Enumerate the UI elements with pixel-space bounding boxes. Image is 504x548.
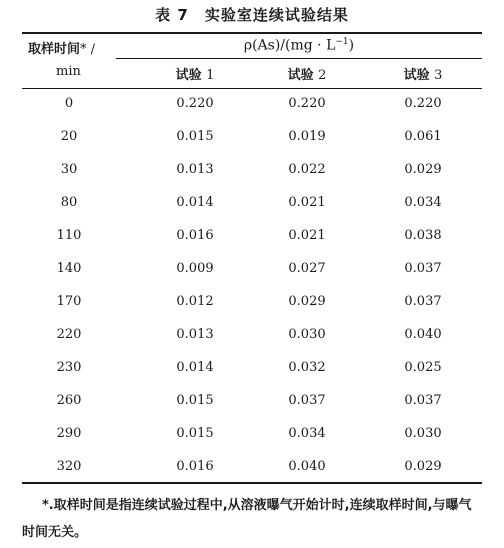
trial-2-header — [262, 64, 352, 83]
trial-3-cell: 0.220 — [404, 96, 442, 111]
trial-3-cell: 0.025 — [404, 360, 442, 375]
trial-1-cell: 0.013 — [176, 327, 214, 342]
time-cell: 260 — [56, 393, 82, 408]
trial-3-cell: 0.037 — [404, 393, 442, 408]
trial-2-cell: 0.030 — [288, 327, 326, 342]
trial-2-cell: 0.220 — [288, 96, 326, 111]
trial-2-cell: 0.019 — [288, 129, 326, 144]
trial-2-cell: 0.022 — [288, 162, 326, 177]
time-cell: 30 — [60, 162, 78, 177]
trial-1-cell: 0.009 — [176, 261, 214, 276]
bottom-rule — [22, 482, 482, 484]
trial-1-cell: 0.016 — [176, 228, 214, 243]
trial-1-cell: 0.015 — [176, 129, 214, 144]
trial-3-cell: 0.037 — [404, 261, 442, 276]
trial-word: 试验 — [175, 68, 202, 83]
time-header-mark: * / — [80, 42, 96, 57]
time-cell: 170 — [56, 294, 82, 309]
trial-3-cell: 0.029 — [404, 459, 442, 474]
trial-3-cell: 0.037 — [404, 294, 442, 309]
trial-1-cell: 0.013 — [176, 162, 214, 177]
trial-3-cell: 0.038 — [404, 228, 442, 243]
table-caption: 表 7 实验室连续试验结果 — [155, 6, 349, 24]
time-header-label: 取样时间 — [28, 42, 81, 57]
table-row — [22, 418, 482, 451]
trial-3-cell: 0.040 — [404, 327, 442, 342]
time-cell: 290 — [56, 426, 82, 441]
trial-word: 试验 — [287, 68, 314, 83]
time-cell: 320 — [56, 459, 82, 474]
table-row — [22, 352, 482, 385]
trial-2-cell: 0.021 — [288, 228, 326, 243]
trial-3-header — [378, 64, 468, 83]
table-row — [22, 319, 482, 352]
trial-1-cell: 0.014 — [176, 195, 214, 210]
time-cell: 0 — [64, 96, 74, 111]
trial-word: 试验 — [403, 68, 430, 83]
trial-3-cell: 0.061 — [404, 129, 442, 144]
table-row — [22, 253, 482, 286]
trial-2-cell: 0.037 — [288, 393, 326, 408]
trial-number: 2 — [318, 68, 327, 83]
trial-2-cell: 0.032 — [288, 360, 326, 375]
time-header — [28, 38, 95, 57]
table-body — [22, 88, 482, 484]
time-cell: 230 — [56, 360, 82, 375]
trial-2-cell: 0.027 — [288, 261, 326, 276]
table-row — [22, 220, 482, 253]
trial-3-cell: 0.029 — [404, 162, 442, 177]
table-row — [22, 385, 482, 418]
trial-1-cell: 0.012 — [176, 294, 214, 309]
time-unit: min — [56, 64, 81, 79]
subheader-rule — [116, 58, 482, 59]
table-row — [22, 121, 482, 154]
trial-1-cell: 0.220 — [176, 96, 214, 111]
top-rule — [22, 32, 482, 34]
time-cell: 140 — [56, 261, 82, 276]
table-footnote: *.取样时间是指连续试验过程中,从溶液曝气开始计时,连续取样时间,与曝气时间无关。 — [22, 498, 472, 540]
trial-2-cell: 0.029 — [288, 294, 326, 309]
trial-1-cell: 0.016 — [176, 459, 214, 474]
trial-2-cell: 0.034 — [288, 426, 326, 441]
trial-1-cell: 0.015 — [176, 426, 214, 441]
trial-1-header — [150, 64, 240, 83]
rho-header-label: ρ(As)/(mg · L — [243, 37, 336, 54]
table-row — [22, 451, 482, 484]
time-cell: 110 — [56, 228, 82, 243]
trial-number: 1 — [206, 68, 215, 83]
table-row — [22, 154, 482, 187]
trial-1-cell: 0.015 — [176, 393, 214, 408]
trial-1-cell: 0.014 — [176, 360, 214, 375]
time-cell: 80 — [60, 195, 78, 210]
trial-3-cell: 0.034 — [404, 195, 442, 210]
table-row — [22, 88, 482, 121]
rho-header-exp: −1 — [335, 37, 349, 47]
trial-3-cell: 0.030 — [404, 426, 442, 441]
trial-number: 3 — [434, 68, 443, 83]
rho-header — [116, 37, 482, 54]
table-row — [22, 286, 482, 319]
time-cell: 20 — [60, 129, 78, 144]
trial-2-cell: 0.040 — [288, 459, 326, 474]
table-row — [22, 187, 482, 220]
trial-2-cell: 0.021 — [288, 195, 326, 210]
time-cell: 220 — [56, 327, 82, 342]
rho-header-close: ) — [348, 37, 355, 54]
